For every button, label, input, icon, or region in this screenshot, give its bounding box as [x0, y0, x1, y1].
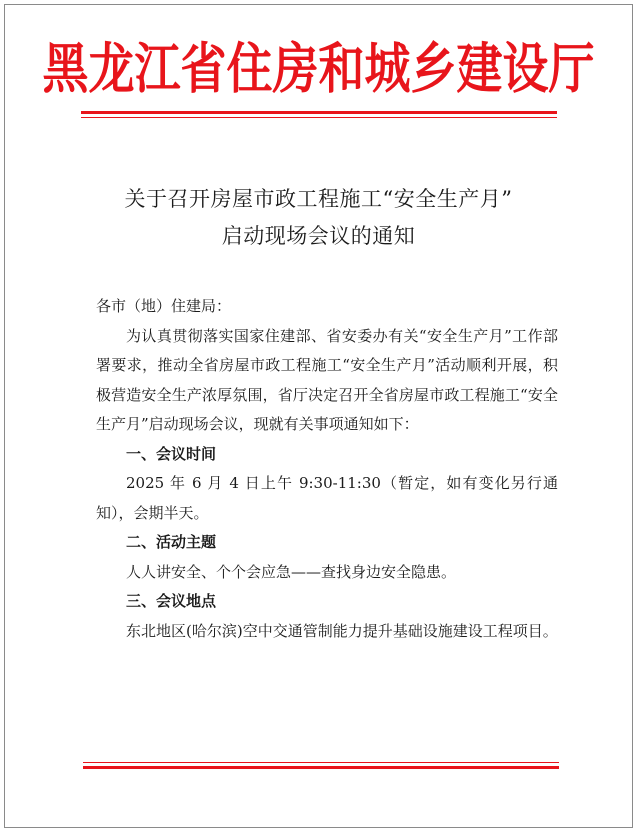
- masthead-rule-thin: [81, 117, 557, 118]
- section-heading-theme: 二、活动主题: [126, 533, 217, 551]
- notice-body: [96, 292, 558, 646]
- section-content-time: 2025 年 6 月 4 日上午 9:30-11:30（暂定，如有变化另行通知），会期半天。: [96, 474, 558, 522]
- section-heading-time: 一、会议时间: [126, 444, 217, 463]
- footer-rule-thin: [83, 762, 559, 763]
- intro-paragraph: 为认真贯彻落实国家住建部、省安委办有关“安全生产月”工作部署要求，推动全省房屋市政工程施工“安全生产月”活动顺利开展，积极营造安全生产浓厚氛围，省厅决定召开全省房屋市政工程施工“安全生产月”启动现场会议，现就有关事项通知如下：: [96, 326, 558, 433]
- salutation: 各市（地）住建局：: [96, 297, 232, 315]
- notice-title-line-2: 启动现场会议的通知: [221, 224, 416, 248]
- section-content-theme: 人人讲安全、个个会应急——查找身边安全隐患。: [126, 562, 457, 581]
- section-heading-location: 三、会议地点: [126, 592, 217, 610]
- notice-title-line-1: 关于召开房屋市政工程施工“安全生产月”: [124, 187, 513, 211]
- footer-rule-thick: [83, 766, 559, 769]
- document-page: [4, 4, 633, 828]
- masthead-rule-thick: [81, 111, 557, 114]
- masthead-org-name: 黑龙江省住房和城乡建设厅: [42, 36, 595, 101]
- section-content-location: 东北地区(哈尔滨)空中交通管制能力提升基础设施建设工程项目。: [126, 621, 558, 640]
